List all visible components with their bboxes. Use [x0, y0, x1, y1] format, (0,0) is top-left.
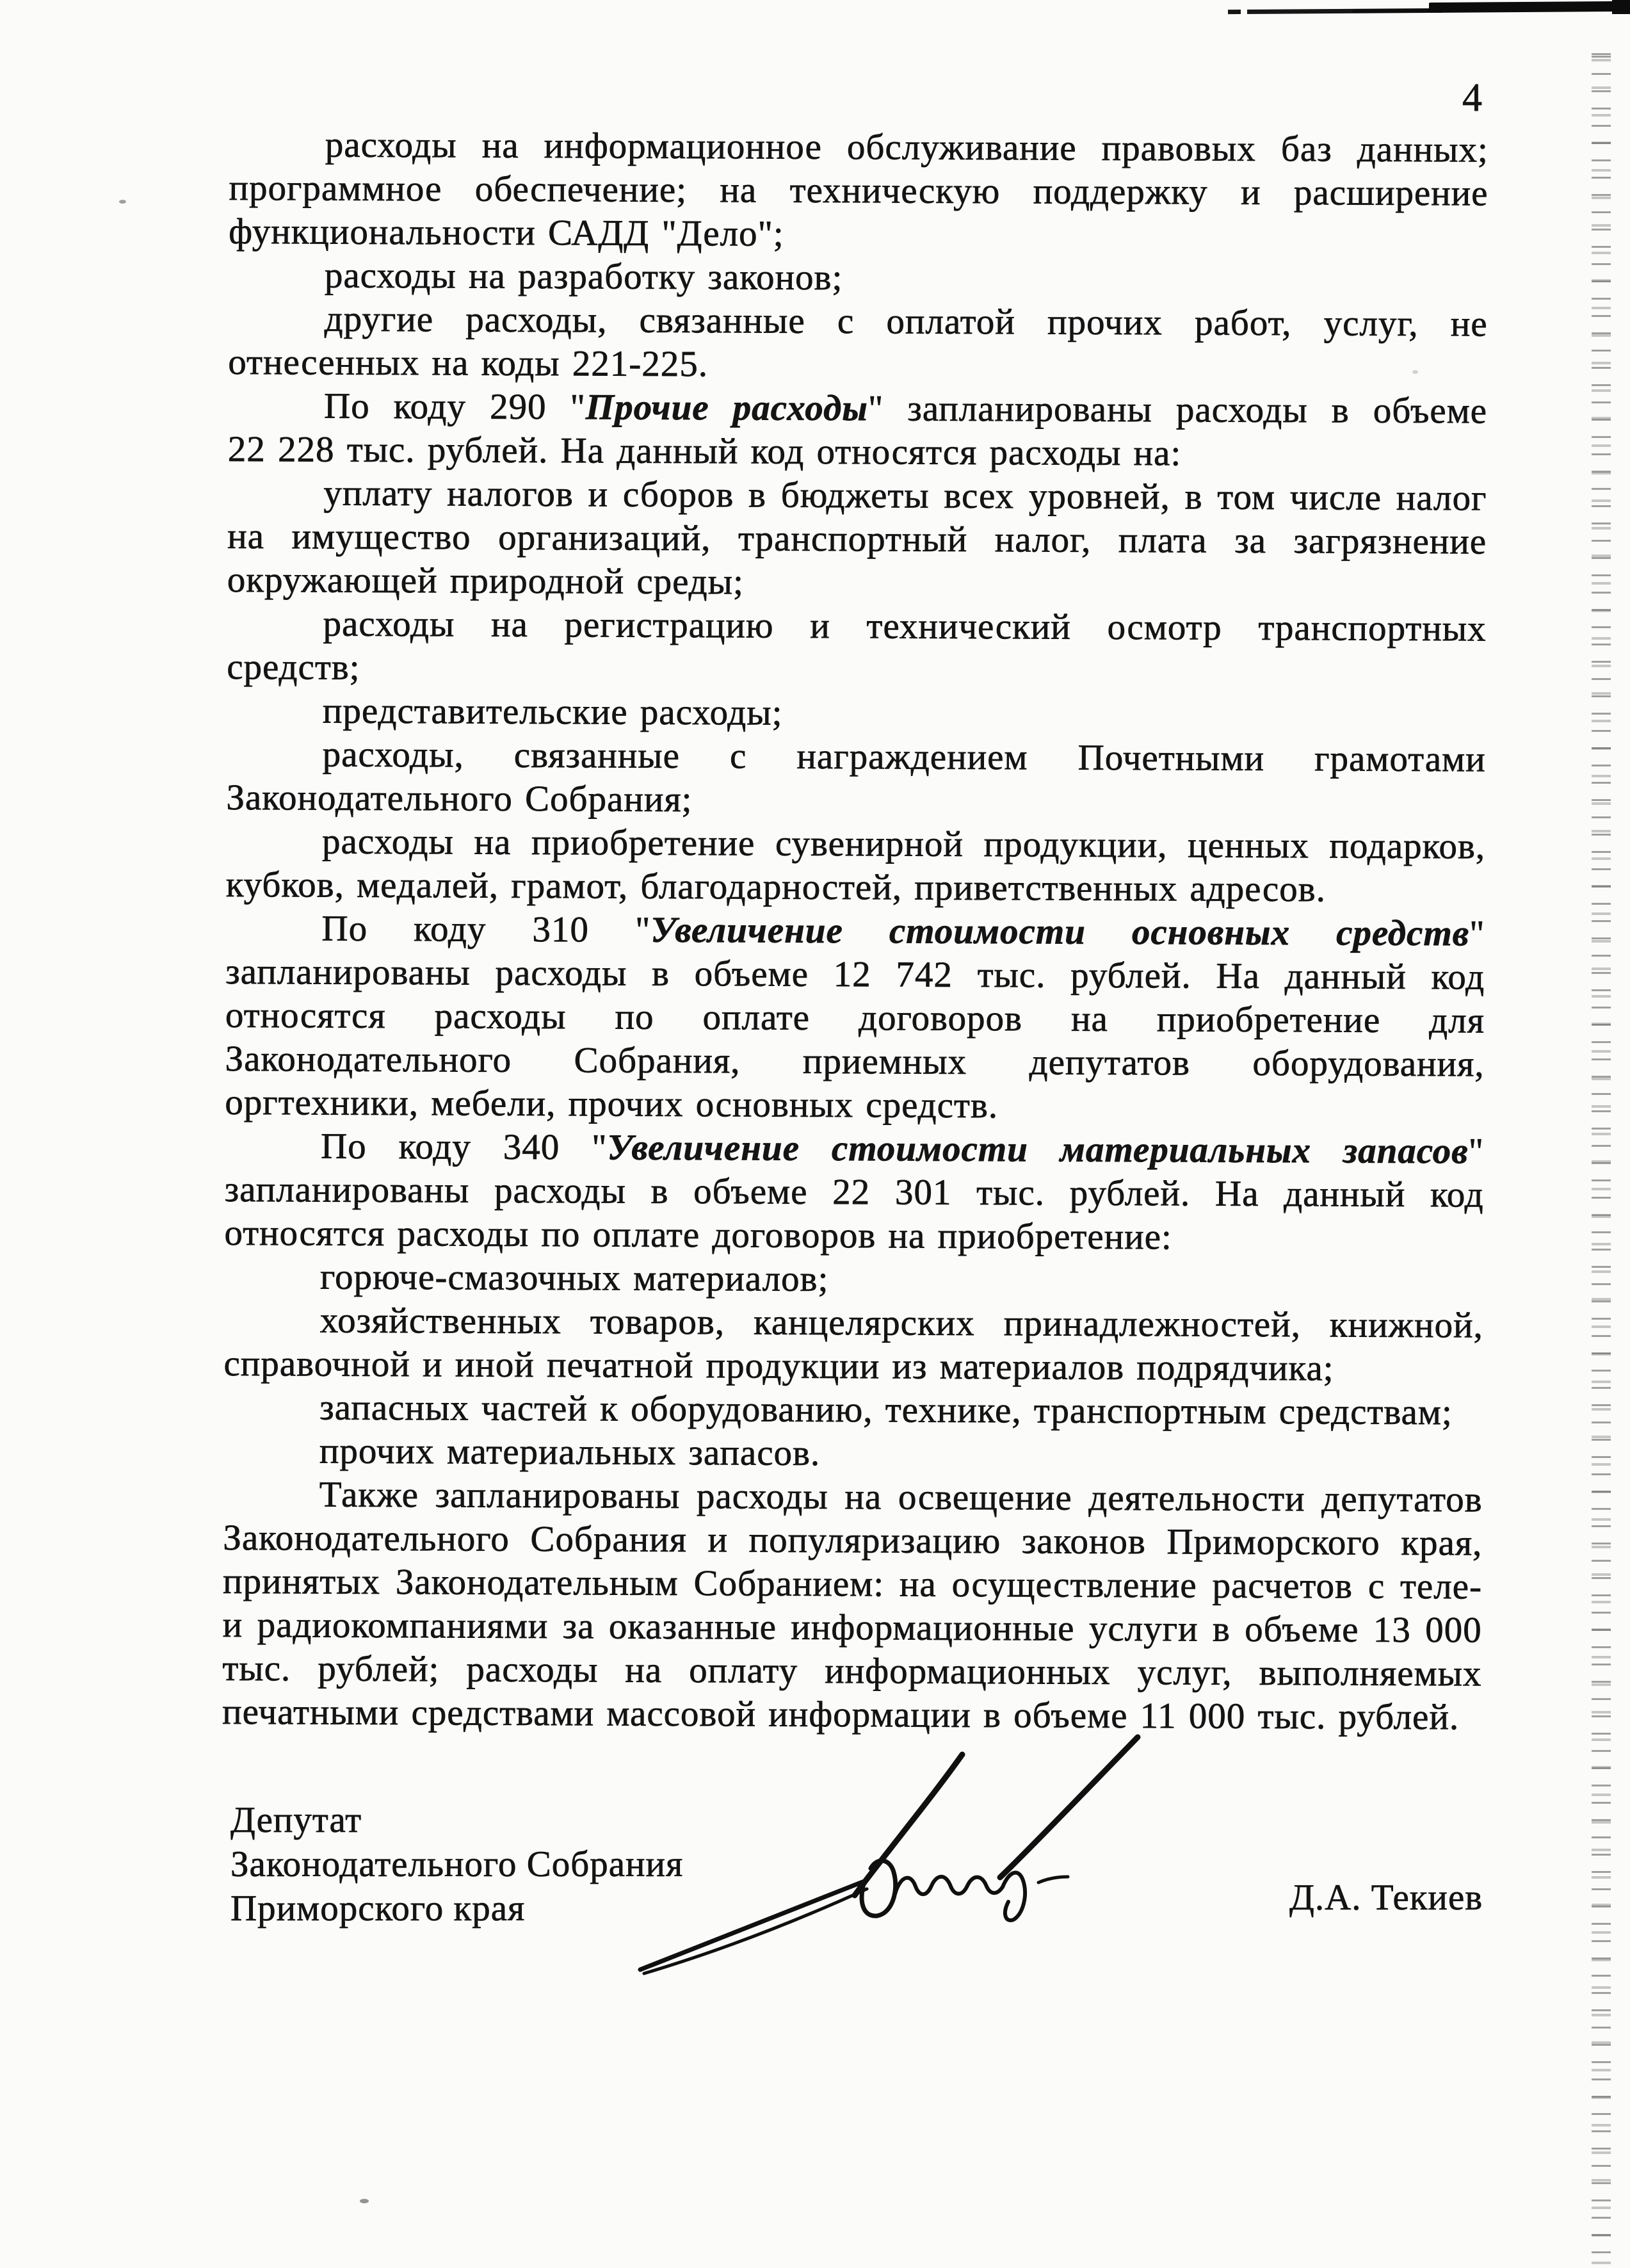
paragraph [223, 1429, 1483, 1478]
paragraph [226, 733, 1486, 825]
signature-stroke [640, 1881, 864, 1970]
paragraph [224, 1124, 1484, 1261]
text-run: По коду 340 " [320, 1126, 608, 1168]
text-run: горюче-смазочных материалов; [320, 1256, 829, 1300]
text-run: Также запланированы расходы на освещение деятельности депутатов Законодательного Собрания и популяризацию законов Приморского края, принятых Законодательным Собранием: на осуществление расчетов с теле- и радиокомпаниями за оказанные информационные услуги в объеме 13 000 тыс. рублей; расходы на оплату информационных услуг, выполняемых печатными средствами массовой информации в объеме 11 000 тыс. рублей. [222, 1474, 1483, 1738]
signatory-title-line: Депутат [230, 1800, 362, 1840]
text-run: " запланированы расходы в объеме 22 228 тыс. рублей. На данный код относятся расходы на: [227, 388, 1488, 474]
scan-speck [360, 2199, 369, 2203]
signature-stroke [1003, 1873, 1025, 1920]
emphasized-text: Увеличение стоимости материальных запасов [607, 1127, 1469, 1172]
text-run: расходы на разработку законов; [324, 255, 843, 298]
signatory-name: Д.А. Текиев [1289, 1877, 1483, 1918]
text-run: представительские расходы; [322, 690, 783, 733]
signature-stroke [644, 1889, 867, 1973]
paragraph [228, 297, 1488, 390]
paragraph [227, 602, 1487, 695]
text-run: уплату налогов и сборов в бюджеты всех уровней, в том числе налог на имущество организаций, транспортный налог, плата за загрязнение окружающей природной среды; [227, 473, 1487, 603]
paragraph [227, 471, 1487, 608]
scan-speck [119, 200, 126, 204]
paragraph [226, 820, 1486, 912]
text-run: другие расходы, связанные с оплатой прочих работ, услуг, не отнесенных на коды 221-225. [228, 298, 1488, 385]
text-run: " запланированы расходы в объеме 22 301 тыс. рублей. На данный код относятся расходы по оплате договоров на приобретение: [224, 1131, 1485, 1258]
handwritten-signature [627, 1639, 1178, 1998]
paragraph [224, 1255, 1483, 1304]
signature-stroke [895, 1877, 1003, 1894]
signature-stroke [855, 1754, 962, 1895]
text-run: По коду 290 " [323, 385, 586, 428]
page-number: 4 [1462, 76, 1482, 120]
text-run: По коду 310 " [321, 908, 651, 950]
emphasized-text: Увеличение стоимости основных средств [650, 909, 1470, 954]
signature-stroke [1000, 1737, 1138, 1877]
scan-artifact-top-line-thin [1228, 8, 1442, 14]
paragraph [223, 1386, 1483, 1435]
signatory-title-line: Законодательного Собрания [230, 1844, 684, 1884]
paragraph [227, 689, 1486, 738]
text-run: хозяйственных товаров, канцелярских принадлежностей, книжной, справочной и иной печатной продукции из материалов подрядчика; [223, 1300, 1483, 1389]
text-run: расходы на информационное обслуживание правовых баз данных; программное обеспечение; на техническую поддержку и расширение функциональности САДД "Дело"; [229, 124, 1489, 254]
paragraph [229, 123, 1489, 259]
text-run: прочих материальных запасов. [319, 1430, 821, 1474]
paragraph [228, 384, 1488, 477]
emphasized-text: Прочие расходы [585, 387, 869, 429]
signatory-title-block [230, 1798, 683, 1931]
document-body [222, 123, 1489, 1740]
paragraph [225, 907, 1485, 1130]
signature-dash [1038, 1877, 1068, 1883]
paragraph [229, 254, 1488, 303]
text-run: запасных частей к оборудованию, технике, транспортным средствам; [319, 1387, 1453, 1433]
scan-artifact-right-edge-noise [1592, 51, 1611, 2267]
signatory-title-line: Приморского края [230, 1888, 526, 1929]
scan-artifact-top-line-thick [1429, 1, 1613, 13]
text-run: расходы на регистрацию и технический осмотр транспортных средств; [227, 603, 1487, 688]
text-run: " запланированы расходы в объеме 12 742 тыс. рублей. На данный код относятся расходы по оплате договоров на приобретение для Законодательного Собрания, приемных депутатов оборудования, оргтехники, мебели, прочих основных средств. [225, 913, 1485, 1126]
text-run: расходы на приобретение сувенирной продукции, ценных подарков, кубков, медалей, грамот, благодарностей, приветственных адресов. [225, 821, 1486, 910]
text-run: расходы, связанные с награждением Почетными грамотами Законодательного Собрания; [226, 734, 1486, 820]
scan-artifact-corner-blob [1612, 0, 1630, 14]
paragraph [223, 1299, 1483, 1391]
